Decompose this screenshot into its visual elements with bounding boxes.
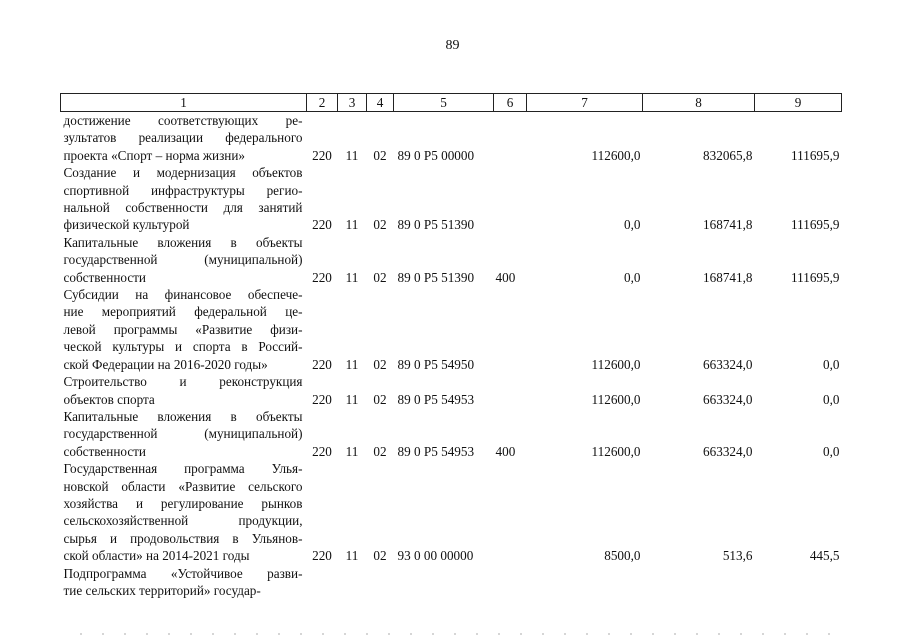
row-name-line: Субсидии на финансовое обеспече- [63,287,303,303]
table-body [61,112,842,600]
subsection-code: 02 [373,269,387,285]
column-header: 1 [61,94,307,112]
section-code: 11 [345,217,359,233]
amount-col8: 832065,8 [703,147,753,163]
row-name [61,112,307,165]
expense-type-code [494,460,527,564]
row-name-line: собственности [63,443,146,459]
section-code: 11 [345,269,359,285]
table-row [61,112,842,165]
header-row [61,94,842,112]
row-name-line: достижение соответствующих ре- [63,113,303,128]
row-name-line: сельскохозяйственной продукции, [63,513,303,529]
row-name-line: собственности [63,269,146,285]
target-article-code [394,565,494,600]
amount-col8: 663324,0 [703,356,753,372]
admin-code: 220 [312,391,332,407]
row-name-line: ческой культуры и спорта в Россий- [63,339,303,355]
amount-col9: 445,5 [809,548,840,564]
target-article-code: 89 0 P5 54953 [397,391,475,407]
amount-col8: 168741,8 [703,269,753,285]
table-row [61,408,842,460]
section-code: 11 [345,391,359,407]
amount-col8 [643,565,755,600]
admin-code: 220 [312,147,332,163]
amount-col8: 168741,8 [703,217,753,233]
column-header: 8 [643,94,755,112]
row-name-line: ской области» на 2014-2021 годы [63,548,250,564]
admin-code: 220 [312,217,332,233]
admin-code: 220 [312,269,332,285]
target-article-code: 89 0 P5 54950 [397,356,475,372]
amount-col9 [755,565,842,600]
expense-type-code: 400 [495,269,516,285]
row-name [61,565,307,600]
row-name-line: спортивной инфраструктуры регио- [63,182,303,198]
target-article-code: 89 0 P5 54953 [397,443,475,459]
row-name [61,408,307,460]
admin-code: 220 [312,443,332,459]
row-name-line: хозяйства и регулирование рынков [63,495,303,511]
row-name-line: левой программы «Развитие физи- [63,321,303,337]
row-name-line: Создание и модернизация объектов [63,165,303,181]
row-name-line: зультатов реализации федерального [63,130,303,146]
row-name-line: Государственная программа Улья- [63,461,303,477]
amount-col7: 8500,0 [604,548,641,564]
row-name-line: проекта «Спорт – норма жизни» [63,147,246,163]
amount-col9: 111695,9 [791,147,840,163]
amount-col7: 112600,0 [591,147,641,163]
amount-col7: 112600,0 [591,391,641,407]
amount-col7: 0,0 [624,269,641,285]
amount-col8: 663324,0 [703,391,753,407]
row-name-line: государственной (муниципальной) [63,426,303,442]
page-number: 89 [445,38,460,53]
subsection-code: 02 [373,443,387,459]
expense-type-code [494,112,527,165]
budget-table [60,93,842,599]
expense-type-code [494,373,527,408]
table-header [61,94,842,112]
row-name [61,373,307,408]
row-name-line: нальной собственности для занятий [63,200,303,216]
section-code: 11 [345,147,359,163]
column-header: 7 [527,94,643,112]
row-name-line: сырья и продовольствия в Ульянов- [63,530,303,546]
amount-col9: 111695,9 [791,217,840,233]
amount-col8: 513,6 [722,548,753,564]
amount-col9: 0,0 [823,443,840,459]
target-article-code: 89 0 P5 51390 [397,217,475,233]
subsection-code: 02 [373,391,387,407]
section-code: 11 [345,443,359,459]
scan-artifact [80,633,850,635]
amount-col9: 0,0 [823,356,840,372]
table-row [61,286,842,373]
expense-type-code [494,164,527,234]
amount-col7: 112600,0 [591,443,641,459]
amount-col7: 0,0 [624,217,641,233]
target-article-code: 93 0 00 00000 [397,548,474,564]
row-name [61,286,307,373]
column-header: 4 [367,94,394,112]
subsection-code: 02 [373,548,387,564]
column-header: 5 [394,94,494,112]
row-name-line: тие сельских территорий» государ- [63,582,261,598]
row-name-line: ние мероприятий федеральной це- [63,304,303,320]
section-code [338,565,367,600]
row-name-line: физической культурой [63,217,190,233]
row-name-line: Капитальные вложения в объекты [63,408,303,424]
admin-code [307,565,338,600]
subsection-code: 02 [373,217,387,233]
expense-type-code [494,565,527,600]
row-name-line: объектов спорта [63,391,155,407]
amount-col9: 111695,9 [791,269,840,285]
column-header: 6 [494,94,527,112]
admin-code: 220 [312,548,332,564]
row-name [61,164,307,234]
column-header: 3 [338,94,367,112]
column-header: 2 [307,94,338,112]
expense-type-code [494,286,527,373]
table-row [61,373,842,408]
row-name-line: новской области «Развитие сельского [63,478,303,494]
row-name [61,460,307,564]
amount-col7 [527,565,643,600]
row-name-line: Капитальные вложения в объекты [63,234,303,250]
admin-code: 220 [312,356,332,372]
row-name [61,234,307,286]
table-row [61,460,842,564]
subsection-code: 02 [373,147,387,163]
target-article-code: 89 0 P5 00000 [397,147,475,163]
table-row [61,234,842,286]
target-article-code: 89 0 P5 51390 [397,269,475,285]
row-name-line: Подпрограмма «Устойчивое разви- [63,565,303,581]
row-name-line: ской Федерации на 2016-2020 годы» [63,356,268,372]
table-row [61,565,842,600]
section-code: 11 [345,356,359,372]
row-name-line: Строительство и реконструкция [63,374,303,390]
section-code: 11 [345,548,359,564]
amount-col8: 663324,0 [703,443,753,459]
expense-type-code: 400 [495,443,516,459]
table-row [61,164,842,234]
subsection-code: 02 [373,356,387,372]
subsection-code [367,565,394,600]
amount-col7: 112600,0 [591,356,641,372]
row-name-line: государственной (муниципальной) [63,252,303,268]
column-header: 9 [755,94,842,112]
amount-col9: 0,0 [823,391,840,407]
